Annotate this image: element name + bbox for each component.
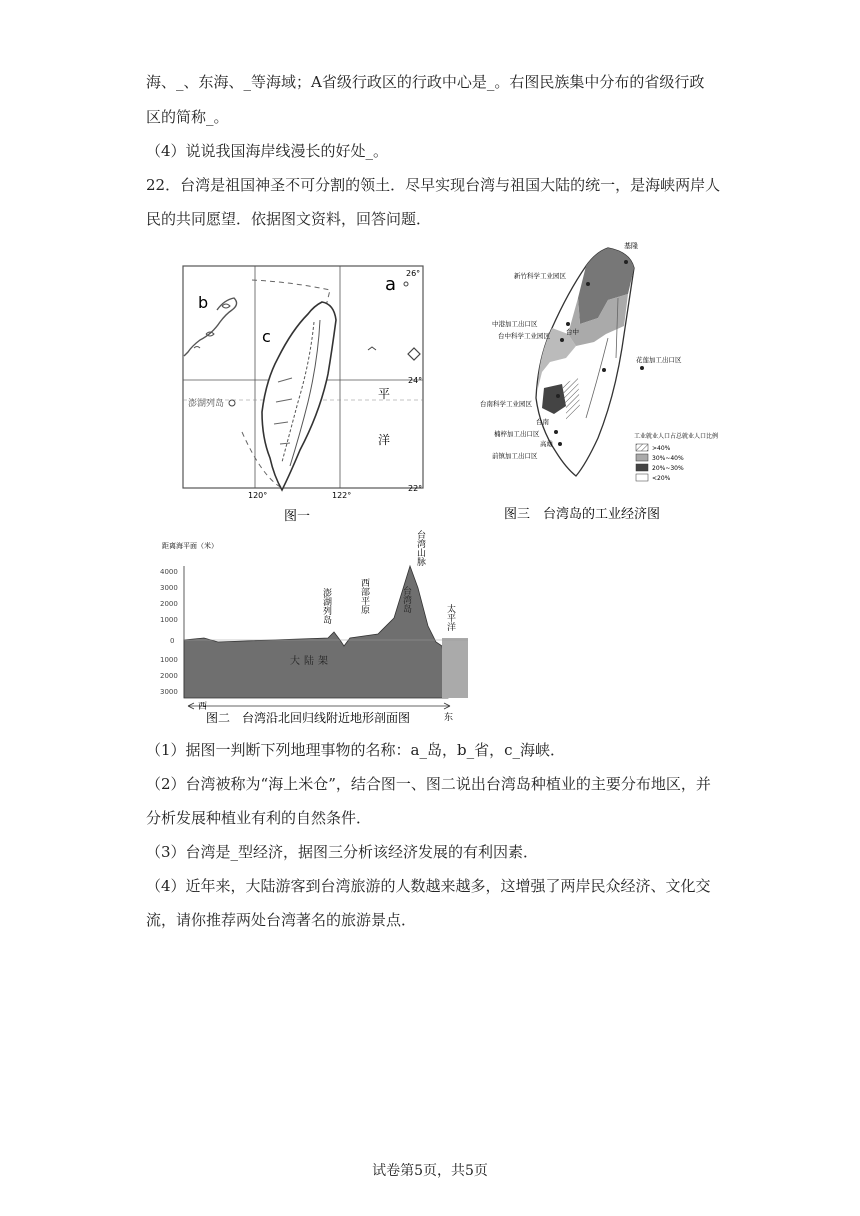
label-tainan: 台南 — [536, 418, 549, 426]
figure-1-caption: 图一 — [284, 509, 311, 524]
text-line-1: 海、_、东海、_等海域；A省级行政区的行政中心是_。右图民族集中分布的省级行政 — [146, 73, 705, 91]
page-footer: 试卷第5页，共5页 — [372, 1163, 488, 1179]
lat-26: 26° — [406, 269, 421, 278]
map-ocean-2: 洋 — [378, 433, 391, 447]
label-taichung: 台中 — [566, 328, 579, 336]
map-label-a: a — [385, 274, 397, 295]
sub-question-1: （1）据图一判断下列地理事物的名称：a_岛，b_省，c_海峡． — [146, 741, 565, 759]
label-qianzhen-epz: 前镇加工出口区 — [492, 452, 538, 460]
ytick-minus-2000: 2000 — [160, 672, 178, 680]
question-22-stem-cont: 民的共同愿望．依据图文资料，回答问题． — [146, 210, 432, 228]
legend-title: 工业就业人口占总就业人口比例 — [634, 433, 719, 440]
ytick-3000: 3000 — [160, 584, 178, 592]
lat-24: 24° — [408, 376, 423, 385]
label-hualien-epz: 花莲加工出口区 — [636, 356, 682, 364]
figure-2-caption: 图二 台湾沿北回归线附近地形剖面图 — [206, 711, 411, 725]
map-label-b: b — [198, 293, 209, 312]
figure-3-caption: 图三 台湾岛的工业经济图 — [504, 507, 661, 522]
ytick-minus-1000: 1000 — [160, 656, 178, 664]
profile-west: 西 — [198, 702, 208, 712]
label-nanzi-epz: 楠梓加工出口区 — [494, 430, 540, 438]
lon-120: 120° — [248, 491, 268, 500]
question-4: （4）说说我国海岸线漫长的好处_。 — [146, 142, 389, 160]
label-tainan-park: 台南科学工业园区 — [480, 400, 532, 408]
lon-122: 122° — [332, 491, 352, 500]
industry-legend — [634, 432, 718, 482]
profile-label-penghu: 澎湖列岛 — [321, 588, 331, 624]
question-22-stem: 22．台湾是祖国神圣不可分割的领土．尽早实现台湾与祖国大陆的统一，是海峡两岸人 — [146, 176, 721, 194]
map-ocean-1: 平 — [378, 387, 391, 401]
profile-label-shelf: 大陆架 — [290, 656, 332, 667]
label-kaohsiung: 高雄 — [540, 440, 553, 448]
label-keelung: 基隆 — [624, 242, 638, 250]
label-hsinchu-park: 新竹科学工业园区 — [514, 272, 566, 280]
ytick-2000: 2000 — [160, 600, 178, 608]
legend-item-1: >40% — [652, 445, 671, 452]
label-taichung-park: 台中科学工业园区 — [498, 332, 550, 340]
profile-yaxis-title: 距离海平面（米） — [162, 542, 218, 550]
figure-3-industry-map — [458, 238, 719, 528]
sub-question-3: （3）台湾是_型经济，据图三分析该经济发展的有利因素． — [146, 843, 539, 861]
ytick-0: 0 — [170, 637, 175, 645]
ytick-minus-3000: 3000 — [160, 688, 178, 696]
legend-item-2: 30%~40% — [652, 455, 684, 462]
map-label-c: c — [262, 327, 271, 346]
ytick-1000: 1000 — [160, 616, 178, 624]
legend-item-3: 20%~30% — [652, 465, 684, 472]
ytick-4000: 4000 — [160, 568, 178, 576]
sub-question-4: （4）近年来，大陆游客到台湾旅游的人数越来越多，这增强了两岸民众经济、文化交 — [146, 877, 711, 895]
label-taichung-epz: 中港加工出口区 — [492, 320, 538, 328]
profile-east: 东 — [444, 713, 454, 723]
sub-question-2: （2）台湾被称为“海上米仓”，结合图一、图二说出台湾岛种植业的主要分布地区，并 — [146, 775, 711, 793]
profile-label-mountain: 台湾山脉 — [415, 530, 425, 566]
sub-question-4-cont: 流，请你推荐两处台湾著名的旅游景点． — [146, 911, 417, 929]
profile-label-pacific: 太平洋 — [445, 604, 455, 631]
map-penghu: 澎湖列岛 — [188, 399, 225, 409]
legend-item-4: <20% — [652, 475, 671, 482]
profile-label-island: 台湾岛 — [401, 586, 411, 613]
lat-22: 22° — [408, 484, 423, 493]
figure-2-profile — [158, 526, 470, 726]
text-line-2: 区的简称_。 — [146, 108, 229, 126]
profile-label-plain: 西部平原 — [359, 578, 369, 614]
sub-question-2-cont: 分析发展种植业有利的自然条件． — [146, 809, 372, 827]
figure-1-map — [182, 262, 426, 528]
